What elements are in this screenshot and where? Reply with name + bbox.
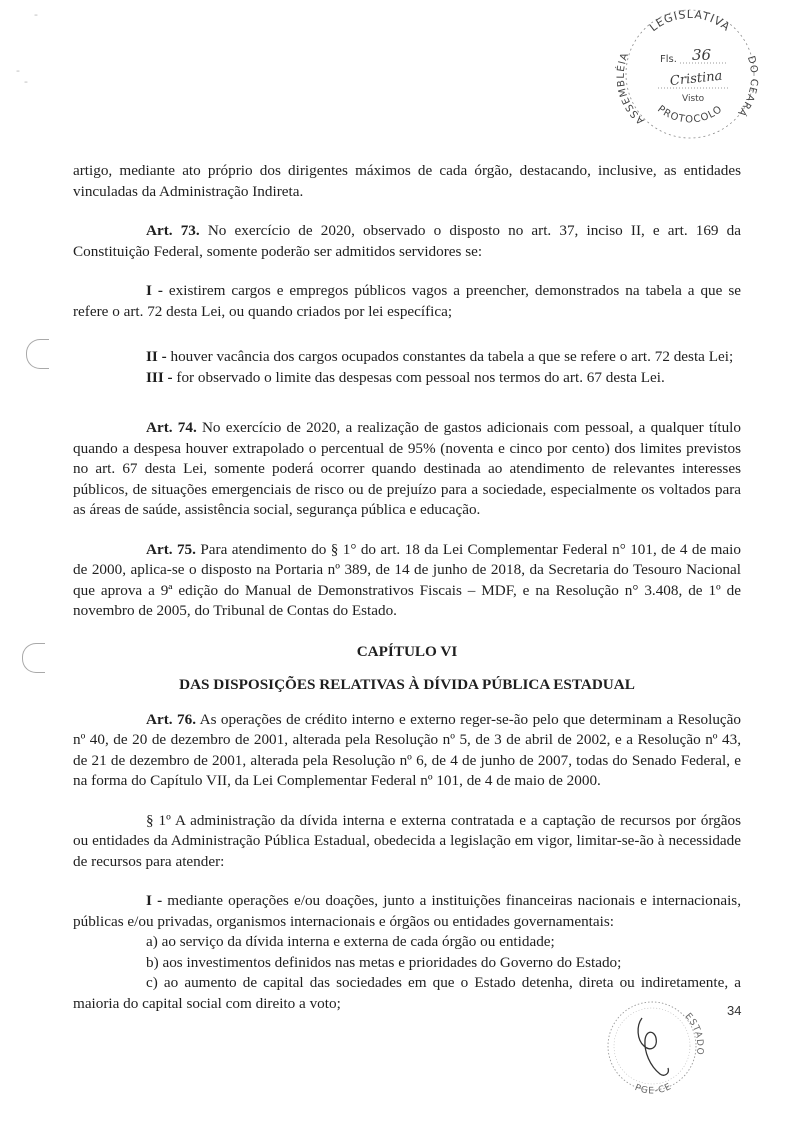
- item-i-label: I -: [146, 282, 163, 299]
- stamp-ring-right: DO CEARÁ: [734, 54, 760, 119]
- pge-seal: [590, 996, 714, 1096]
- svg-text:PROTOCOLO: [655, 104, 725, 126]
- stamp-fls-label: Fls.: [660, 54, 677, 65]
- article-73-item-i: [73, 281, 741, 322]
- seal-ring-bottom: PGE-CE: [633, 1081, 674, 1096]
- article-76-item-c: c) ao aumento de capital das sociedades em que o Estado detenha, direta ou indiretamente, a maioria do capital social com direito a voto;: [73, 974, 741, 1012]
- article-75-text: Para atendimento do § 1° do art. 18 da Lei Complementar Federal n° 101, de 4 de maio de 2000, aplica-se o disposto na Portaria nº 389, de 14 de junho de 2018, da Secretaria do Tesouro Nacional que aprova a 9ª edição do Manual de Demonstrativos Fiscais – MDF, e na Resolução n° 3.408, de 1º de novembro de 2005, do Tribunal de Contas do Estado.: [73, 540, 741, 619]
- scan-mark: -: [16, 64, 20, 77]
- scan-mark: -: [34, 8, 38, 21]
- svg-text:ESTADO: [683, 1012, 705, 1056]
- article-76-label: Art. 76.: [146, 710, 196, 728]
- article-75-label: Art. 75.: [146, 540, 196, 558]
- chapter-heading: CAPÍTULO VI: [356, 642, 458, 660]
- document-body: [73, 161, 741, 1014]
- svg-text:DO CEARÁ: [735, 55, 759, 120]
- article-76-item-i-label: I -: [146, 892, 163, 909]
- article-73-label: Art. 73.: [146, 222, 200, 239]
- article-76-item-a: a) ao serviço da dívida interna e externa de cada órgão ou entidade;: [146, 933, 555, 950]
- article-76-item-b: b) aos investimentos definidos nas metas e prioridades do Governo do Estado;: [146, 953, 622, 971]
- svg-text:PGE-CE: [633, 1082, 673, 1096]
- stamp-visto-label: Visto: [682, 94, 705, 104]
- article-76-item-i: [73, 891, 741, 932]
- stamp-ring-bottom: PROTOCOLO: [655, 103, 725, 126]
- item-i-text: existirem cargos e empregos públicos vagos a preencher, demonstrados na tabela a que se refere o art. 72 desta Lei, ou quando criados por lei específica;: [73, 282, 742, 320]
- page-number: 34: [727, 1003, 742, 1018]
- seal-ring-right: ESTADO: [682, 1011, 705, 1056]
- scan-mark: -: [24, 75, 28, 88]
- punch-hole: [26, 339, 49, 369]
- paragraph-intro: artigo, mediante ato próprio dos dirigentes máximos de cada órgão, destacando, inclusive, as entidades vinculadas da Administração Indireta.: [73, 162, 741, 200]
- stamp-signature: Cristina: [669, 68, 724, 90]
- article-73: [73, 221, 741, 262]
- item-iii-label: III -: [146, 368, 173, 386]
- article-76-text: As operações de crédito interno e externo reger-se-ão pelo que determinam a Resolução nº 40, de 20 de dezembro de 2001, alterada pela Resolução nº 5, de 3 de abril de 2002, e a Resolução nº 43, de 21 de dezembro de 2001, alterada pela Resolução nº 6, de 4 de junho de 2007, todas do Senado Federal, e na forma do Capítulo VII, da Lei Complementar Federal nº 101, de 4 de maio de 2000.: [73, 710, 741, 789]
- stamp-ring-left: ASSEMBLÉIA: [615, 50, 647, 126]
- protocol-stamp: [610, 4, 770, 144]
- article-76: [73, 710, 741, 792]
- item-ii-text: houver vacância dos cargos ocupados constantes da tabela a que se refere o art. 72 desta Lei;: [166, 348, 734, 365]
- article-73-item-ii: [73, 347, 741, 368]
- svg-text:LEGISLATIVA: [647, 8, 733, 34]
- seal-initial-signature: [638, 1018, 668, 1075]
- article-74-label: Art. 74.: [146, 419, 197, 436]
- article-73-text: No exercício de 2020, observado o disposto no art. 37, inciso II, e art. 169 da Constituição Federal, somente poderão ser admitidos servidores se:: [73, 222, 741, 260]
- article-76-paragraph-1: [73, 811, 741, 873]
- punch-hole: [22, 643, 45, 673]
- article-76-item-i-text: mediante operações e/ou doações, junto a instituições financeiras nacionais e internacionais, públicas e/ou privadas, organismos internacionais e órgãos ou entidades governamentais:: [73, 892, 742, 930]
- stamp-fls-number: 36: [692, 46, 712, 64]
- item-ii-label: II -: [146, 348, 167, 365]
- article-75: [73, 540, 741, 622]
- svg-text:ASSEMBLÉIA: [614, 51, 647, 126]
- paragraph-1-label: § 1º: [146, 811, 171, 829]
- chapter-title: DAS DISPOSIÇÕES RELATIVAS À DÍVIDA PÚBLICA ESTADUAL: [179, 676, 635, 693]
- stamp-ring-top: LEGISLATIVA: [647, 7, 733, 35]
- article-73-item-iii: [73, 368, 741, 389]
- paragraph-1-text: A administração da dívida interna e externa contratada e a captação de recursos por órgãos ou entidades da Administração Pública Estadual, obedecida a legislação em vigor, limitar-se-ão à necessidade de recursos para atender:: [73, 811, 741, 870]
- article-74-text: No exercício de 2020, a realização de gastos adicionais com pessoal, a qualquer título quando a despesa houver extrapolado o percentual de 95% (noventa e cinco por cento) dos limites previstos no art. 67 desta Lei, somente poderá ocorrer quando destinada ao atendimento de relevantes interesses públicos, de situações emergenciais de risco ou de prejuízo para a sociedade, especialmente os voltados para as áreas de saúde, assistência social, segurança pública e educação.: [73, 419, 741, 518]
- item-iii-text: for observado o limite das despesas com pessoal nos termos do art. 67 desta Lei.: [172, 368, 665, 386]
- article-74: [73, 418, 741, 521]
